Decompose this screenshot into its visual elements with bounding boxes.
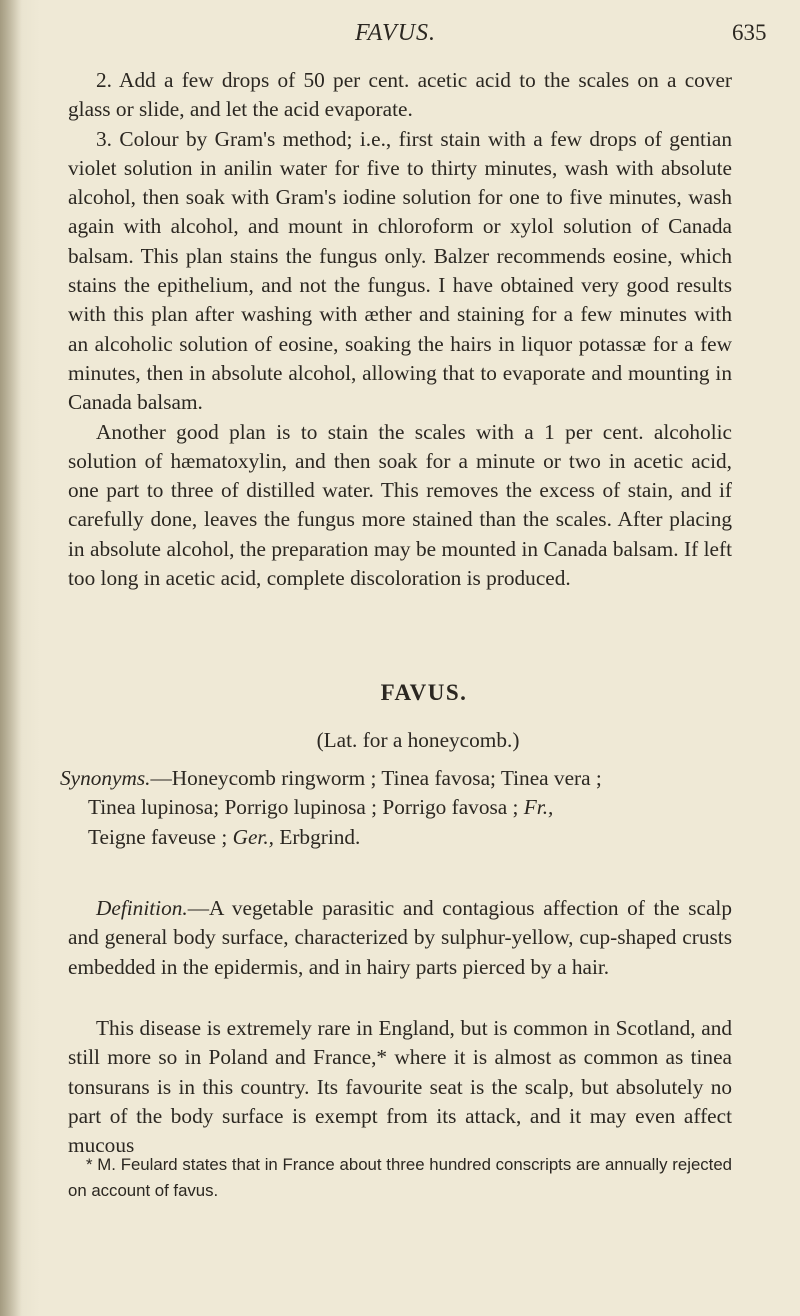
definition-label: Definition. <box>96 896 188 920</box>
synonyms-block <box>60 764 734 852</box>
spine-shadow <box>0 0 22 1316</box>
section-subtitle: (Lat. for a honeycomb.) <box>316 728 520 752</box>
synonyms-line-2 <box>60 793 734 822</box>
synonyms-text-3b: Erbgrind. <box>274 824 361 849</box>
synonyms-text-1: —Honeycomb ringworm ; Tinea favosa; Tinea vera ; <box>150 766 602 790</box>
synonyms-text-3a: Teigne faveuse ; <box>88 824 233 849</box>
item-3-paragraph: 3. Colour by Gram's method; i.e., first stain with a few drops of gentian violet solution in anilin water for five to thirty minutes, wash with absolute alcohol, then soak with Gram's iodine solution for one to five minutes, wash again with alcohol, and mount in chloroform or xylol solution of Canada balsam. This plan stains the fungus only. Balzer recommends eosine, which stains the epithelium, and not the fungus. I have obtained very good results with this plan after washing with æther and staining for a few minutes with an alcoholic solution of eosine, soaking the hairs in liquor potassæ for a few minutes, then in absolute alcohol, allowing that to evaporate and mounting in Canada balsam. <box>68 126 732 415</box>
synonyms-ger-label: Ger., <box>232 824 274 849</box>
page-number: 635 <box>732 20 767 45</box>
upper-text-block <box>68 66 732 593</box>
section-title: FAVUS. <box>380 680 468 705</box>
item-2-paragraph: 2. Add a few drops of 50 per cent. acetic acid to the scales on a cover glass or slide, and let the acid evaporate. <box>68 68 732 122</box>
synonyms-line-3 <box>60 823 734 852</box>
definition-text: —A vegetable parasitic and contagious affection of the scalp and general body surface, characterized by sulphur-yellow, cup-shaped crusts embedded in the epidermis, and in hairy parts pierced by a hair. <box>68 896 732 979</box>
synonyms-label: Synonyms. <box>60 766 151 790</box>
footnote <box>68 1152 732 1204</box>
another-plan-paragraph: Another good plan is to stain the scales with a 1 per cent. alcoholic solution of hæmatoxylin, and then soak for a minute or two in acetic acid, one part to three of distilled water. This removes the excess of stain, and if carefully done, leaves the fungus more stained than the scales. After placing in absolute alcohol, the preparation may be mounted in Canada balsam. If left too long in acetic acid, complete discoloration is produced. <box>68 419 732 591</box>
definition-block <box>68 894 732 982</box>
synonyms-line-1 <box>60 764 734 793</box>
running-head: FAVUS. <box>355 20 437 46</box>
body-block <box>68 1014 732 1160</box>
body-paragraph: This disease is extremely rare in England, but is common in Scotland, and still more so in Poland and France,* where it is almost as common as tinea tonsurans is in this country. Its favourite seat is the scalp, but absolutely no part of the body surface is exempt from its attack, and it may even affect mucous <box>68 1016 732 1158</box>
definition-paragraph <box>68 894 732 982</box>
page-header <box>0 20 800 50</box>
synonyms-fr-label: Fr., <box>523 795 554 820</box>
synonyms-text-2: Tinea lupinosa; Porrigo lupinosa ; Porrigo favosa ; <box>88 795 524 820</box>
footnote-text: * M. Feulard states that in France about three hundred conscripts are annually rejected on account of favus. <box>68 1155 732 1200</box>
